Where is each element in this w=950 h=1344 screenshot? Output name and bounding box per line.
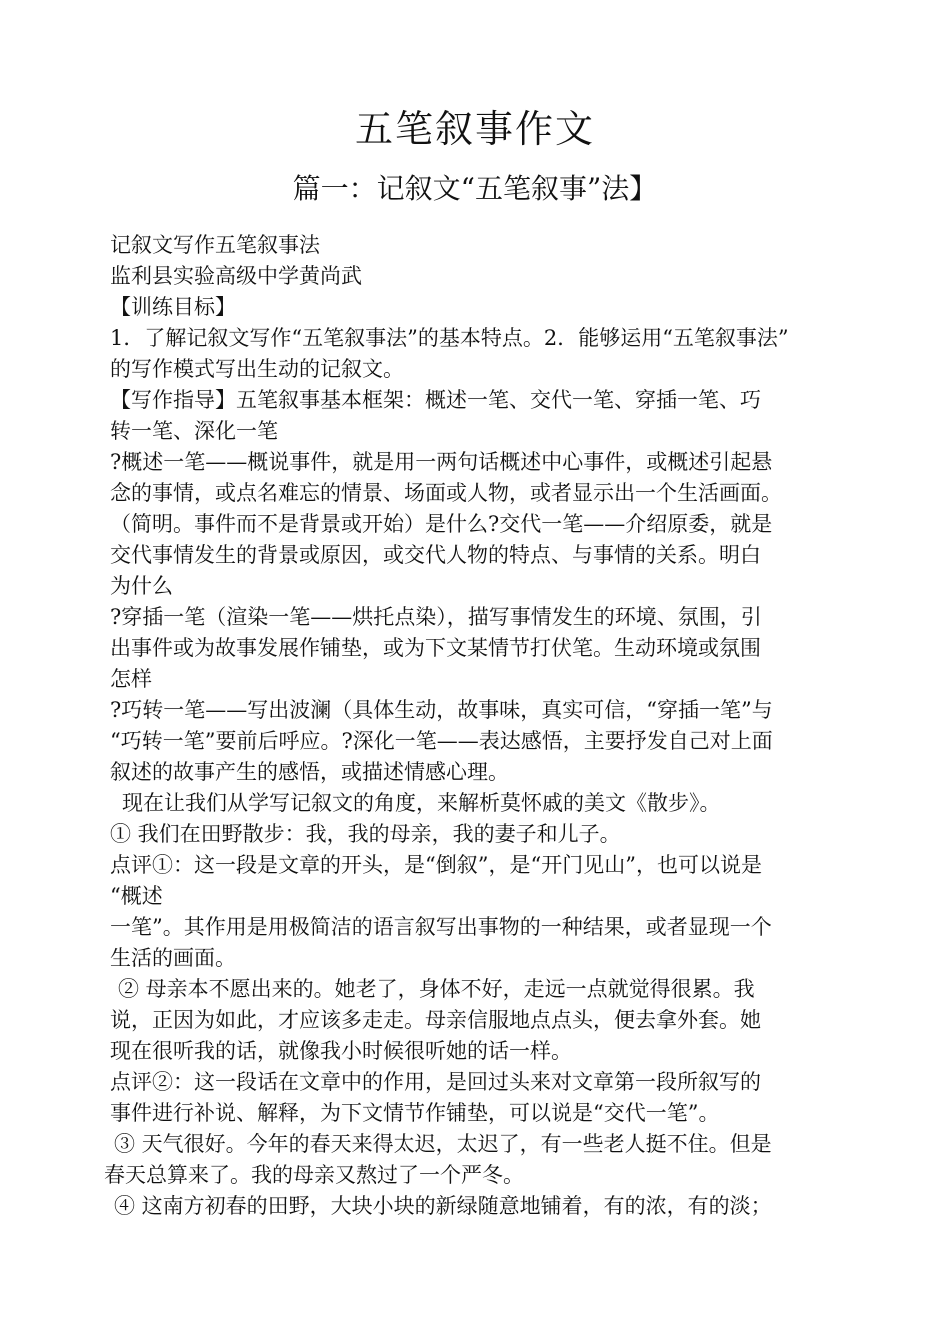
- body-line: ?巧转一笔——写出波澜（具体生动，故事味，真实可信，“穿插一笔”与: [110, 698, 773, 722]
- body-line: 交代事情发生的背景或原因，或交代人物的特点、与事情的关系。明白: [110, 543, 761, 567]
- body-line: （简明。事件而不是背景或开始）是什么?交代一笔——介绍原委，就是: [110, 512, 773, 536]
- body-line: 为什么: [110, 574, 173, 598]
- body-line: 【训练目标】: [110, 295, 236, 319]
- body-line: 叙述的故事产生的感悟，或描述情感心理。: [110, 760, 509, 784]
- body-line: 监利县实验高级中学黄尚武: [110, 264, 362, 288]
- body-line: 点评①：这一段是文章的开头，是“倒叙”，是“开门见山”，也可以说是: [110, 853, 762, 877]
- body-line: 生活的画面。: [110, 946, 236, 970]
- body-line: 点评②：这一段话在文章中的作用，是回过头来对文章第一段所叙写的: [110, 1070, 761, 1094]
- body-line: 1．了解记叙文写作“五笔叙事法”的基本特点。2．能够运用“五笔叙事法”: [110, 326, 789, 350]
- body-line: 春天总算来了。我的母亲又熬过了一个严冬。: [104, 1163, 524, 1187]
- body-line: “概述: [110, 884, 163, 908]
- body-line: 现在让我们从学写记叙文的角度，来解析莫怀戚的美文《散步》。: [122, 791, 721, 815]
- body-line: ?概述一笔——概说事件，就是用一两句话概述中心事件，或概述引起悬: [110, 450, 773, 474]
- body-line: 一笔”。其作用是用极简洁的语言叙写出事物的一种结果，或者显现一个: [110, 915, 772, 939]
- document-title: 五笔叙事作文: [354, 107, 595, 151]
- body-line: ④ 这南方初春的田野，大块小块的新绿随意地铺着，有的浓，有的淡；: [114, 1194, 772, 1218]
- body-line: 事件进行补说、解释，为下文情节作铺垫，可以说是“交代一笔”。: [110, 1101, 720, 1125]
- body-line: 转一笔、深化一笔: [110, 419, 278, 443]
- body-line: ③ 天气很好。今年的春天来得太迟，太迟了，有一些老人挺不住。但是: [114, 1132, 772, 1156]
- body-line: 说，正因为如此，才应该多走走。母亲信服地点点头，便去拿外套。她: [110, 1008, 761, 1032]
- body-line: 怎样: [110, 667, 152, 691]
- body-line: ② 母亲本不愿出来的。她老了，身体不好，走远一点就觉得很累。我: [118, 977, 755, 1001]
- body-line: “巧转一笔”要前后呼应。?深化一笔——表达感悟，主要抒发自己对上面: [110, 729, 773, 753]
- body-line: 【写作指导】五笔叙事基本框架：概述一笔、交代一笔、穿插一笔、巧: [110, 388, 761, 412]
- body-line: 现在很听我的话，就像我小时候很听她的话一样。: [110, 1039, 572, 1063]
- body-line: ?穿插一笔（渲染一笔——烘托点染），描写事情发生的环境、氛围，引: [110, 605, 762, 629]
- body-line: 记叙文写作五笔叙事法: [110, 233, 320, 257]
- body-line: 念的事情，或点名难忘的情景、场面或人物，或者显示出一个生活画面。: [110, 481, 782, 505]
- body-line: 的写作模式写出生动的记叙文。: [110, 357, 404, 381]
- body-line: ① 我们在田野散步：我，我的母亲，我的妻子和儿子。: [110, 822, 621, 846]
- document-subtitle: 篇一：记叙文“五笔叙事”法】: [292, 172, 658, 205]
- body-line: 出事件或为故事发展作铺垫，或为下文某情节打伏笔。生动环境或氛围: [110, 636, 761, 660]
